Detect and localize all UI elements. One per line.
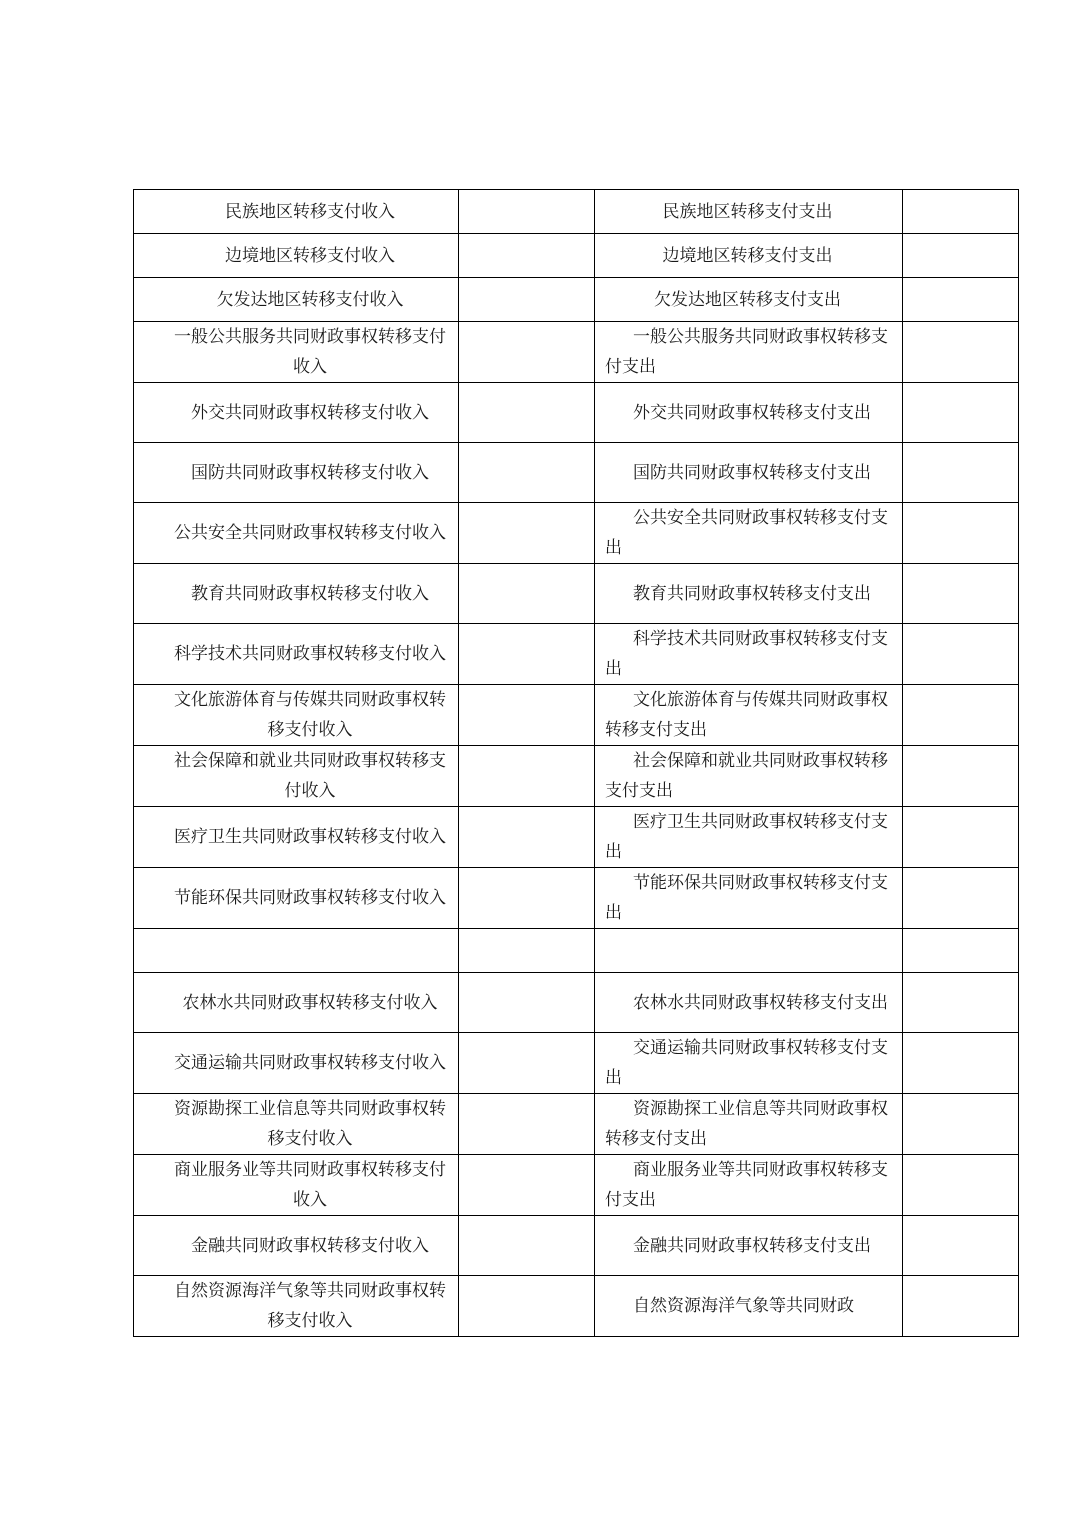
income-amount-cell [459,322,595,383]
expense-item-text: 科学技术共同财政事权转移支付支出 [605,629,888,679]
income-amount-cell [459,746,595,807]
table-row [134,190,1019,234]
expense-item-cell [595,564,903,624]
expense-amount-cell [903,503,1019,564]
expense-item-cell [595,1033,903,1094]
expense-item-text: 社会保障和就业共同财政事权转移支付支出 [605,751,888,801]
income-amount-cell [459,383,595,443]
expense-amount-cell [903,1094,1019,1155]
expense-amount-cell [903,278,1019,322]
income-amount-cell [459,807,595,868]
income-item-cell [134,929,459,973]
expense-item-cell [595,1276,903,1337]
table-row [134,807,1019,868]
income-item-cell: 教育共同财政事权转移支付收入 [134,564,459,624]
table-row [134,234,1019,278]
expense-item-cell [595,383,903,443]
income-item-cell: 民族地区转移支付收入 [134,190,459,234]
expense-amount-cell [903,383,1019,443]
income-item-cell: 农林水共同财政事权转移支付收入 [134,973,459,1033]
expense-amount-cell [903,234,1019,278]
table-row [134,278,1019,322]
table-row [134,1033,1019,1094]
expense-amount-cell [903,1033,1019,1094]
table-row [134,868,1019,929]
table-row [134,1094,1019,1155]
table-row [134,503,1019,564]
table-row [134,685,1019,746]
transfer-payment-table [133,189,1019,1337]
expense-amount-cell [903,1276,1019,1337]
expense-item-cell [595,685,903,746]
table-row [134,443,1019,503]
income-amount-cell [459,234,595,278]
table-row [134,746,1019,807]
expense-item-cell [595,746,903,807]
income-amount-cell [459,1276,595,1337]
income-amount-cell [459,443,595,503]
income-amount-cell [459,929,595,973]
income-item-cell: 社会保障和就业共同财政事权转移支付收入 [134,746,459,807]
income-item-cell: 公共安全共同财政事权转移支付收入 [134,503,459,564]
table-row [134,1155,1019,1216]
table-row [134,383,1019,443]
expense-item-cell [595,868,903,929]
income-item-cell: 金融共同财政事权转移支付收入 [134,1216,459,1276]
income-amount-cell [459,685,595,746]
expense-item-cell [595,503,903,564]
income-amount-cell [459,868,595,929]
expense-amount-cell [903,443,1019,503]
expense-amount-cell [903,564,1019,624]
income-item-cell: 欠发达地区转移支付收入 [134,278,459,322]
table-row-empty [134,929,1019,973]
income-amount-cell [459,1094,595,1155]
table-row [134,1216,1019,1276]
expense-amount-cell [903,868,1019,929]
expense-item-text: 公共安全共同财政事权转移支付支出 [605,508,888,558]
expense-item-cell [595,322,903,383]
expense-amount-cell [903,973,1019,1033]
expense-item-text: 外交共同财政事权转移支付支出 [633,402,871,423]
income-item-cell: 医疗卫生共同财政事权转移支付收入 [134,807,459,868]
expense-item-text: 节能环保共同财政事权转移支付支出 [605,873,888,923]
income-item-cell: 商业服务业等共同财政事权转移支付收入 [134,1155,459,1216]
expense-item-text: 一般公共服务共同财政事权转移支付支出 [605,327,888,377]
table-row [134,564,1019,624]
income-item-cell: 科学技术共同财政事权转移支付收入 [134,624,459,685]
table-row [134,624,1019,685]
expense-item-cell [595,807,903,868]
income-amount-cell [459,1155,595,1216]
expense-item-cell [595,1216,903,1276]
expense-amount-cell [903,1155,1019,1216]
income-item-cell: 自然资源海洋气象等共同财政事权转移支付收入 [134,1276,459,1337]
table-row [134,1276,1019,1337]
table-row [134,322,1019,383]
expense-item-text: 商业服务业等共同财政事权转移支付支出 [605,1160,888,1210]
income-amount-cell [459,503,595,564]
expense-item-cell [595,1155,903,1216]
expense-item-text: 农林水共同财政事权转移支付支出 [633,992,888,1013]
expense-item-text: 医疗卫生共同财政事权转移支付支出 [605,812,888,862]
income-amount-cell [459,278,595,322]
expense-amount-cell [903,685,1019,746]
income-item-cell: 文化旅游体育与传媒共同财政事权转移支付收入 [134,685,459,746]
expense-item-text: 自然资源海洋气象等共同财政 [633,1296,854,1316]
expense-item-text: 国防共同财政事权转移支付支出 [633,462,871,483]
expense-item-cell [595,929,903,973]
expense-amount-cell [903,322,1019,383]
expense-amount-cell [903,190,1019,234]
expense-item-cell [595,624,903,685]
income-item-cell: 节能环保共同财政事权转移支付收入 [134,868,459,929]
income-item-cell: 一般公共服务共同财政事权转移支付收入 [134,322,459,383]
income-amount-cell [459,1216,595,1276]
expense-amount-cell [903,746,1019,807]
income-amount-cell [459,973,595,1033]
income-amount-cell [459,624,595,685]
table-row [134,973,1019,1033]
income-item-cell: 交通运输共同财政事权转移支付收入 [134,1033,459,1094]
expense-amount-cell [903,929,1019,973]
expense-item-text: 交通运输共同财政事权转移支付支出 [605,1038,888,1088]
income-item-cell: 外交共同财政事权转移支付收入 [134,383,459,443]
expense-item-text: 教育共同财政事权转移支付支出 [633,583,871,604]
expense-item-cell [595,1094,903,1155]
income-amount-cell [459,564,595,624]
income-item-cell: 边境地区转移支付收入 [134,234,459,278]
expense-amount-cell [903,807,1019,868]
income-item-cell: 国防共同财政事权转移支付收入 [134,443,459,503]
expense-amount-cell [903,624,1019,685]
expense-item-cell [595,443,903,503]
income-amount-cell [459,190,595,234]
income-item-cell: 资源勘探工业信息等共同财政事权转移支付收入 [134,1094,459,1155]
expense-item-text: 金融共同财政事权转移支付支出 [633,1235,871,1256]
expense-item-cell: 民族地区转移支付支出 [595,190,903,234]
expense-item-cell: 欠发达地区转移支付支出 [595,278,903,322]
expense-amount-cell [903,1216,1019,1276]
expense-item-text: 资源勘探工业信息等共同财政事权转移支付支出 [605,1099,888,1149]
income-amount-cell [459,1033,595,1094]
expense-item-cell: 边境地区转移支付支出 [595,234,903,278]
expense-item-text: 文化旅游体育与传媒共同财政事权转移支付支出 [605,690,888,740]
expense-item-cell [595,973,903,1033]
